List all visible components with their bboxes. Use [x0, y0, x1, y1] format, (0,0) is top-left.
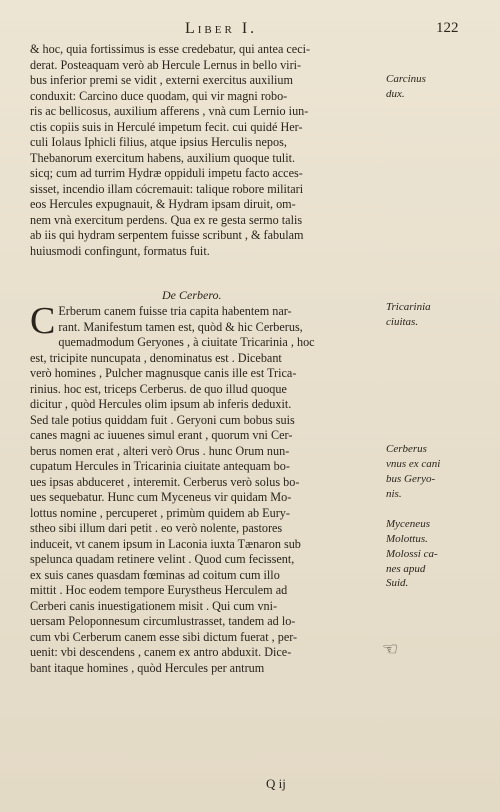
margin-note-tricarinia: [386, 300, 486, 330]
text-line: verò homines , Pulcher magnusque canis ille est Trica-: [30, 366, 297, 380]
margin-note-line: ciuitas.: [386, 316, 419, 328]
text-line: Erberum canem fuisse tria capita habentem nar-: [58, 304, 292, 318]
text-line: spelunca quadam retinere velint . Quod cum fecissent,: [30, 552, 295, 566]
section-heading: De Cerbero.: [162, 288, 222, 302]
text-line: huiusmodi confingunt, formatus fuit.: [30, 243, 210, 258]
text-line: induceit, vt canem ipsum in Laconia iuxta Tænaron sub: [30, 536, 301, 551]
text-line: ues ipsas abduceret , interemit. Cerberus verò solus bo-: [30, 474, 300, 489]
text-line: sicq; cum ad turrim Hydræ oppiduli impetu facto acces-: [30, 166, 303, 180]
text-line: est, tricipite nuncupata , denominatus est . Dicebant: [30, 350, 282, 365]
text-block-cerberus: [30, 300, 366, 676]
running-title: Liber I.: [185, 20, 258, 37]
text-line: berus nomen erat , alteri verò Orus . hunc Orum nun-: [30, 443, 290, 458]
text-line: eos Hercules expugnauit, & Hydram ipsam diruit, om-: [30, 197, 296, 211]
text-line: stheo sibi illum dari petit . eo verò nolente, pastores: [30, 521, 283, 535]
margin-note-carcinus: [386, 72, 486, 102]
text-line: Thebanorum exercitum habens, auxilium quoque tulit.: [30, 150, 296, 165]
margin-note-line: Molottus.: [386, 533, 428, 545]
text-line: ctis copiis suis in Herculé impetum fecit. cui quidé Her-: [30, 119, 303, 134]
text-line: & hoc, quia fortissimus is esse credebatur, qui antea ceci-: [30, 42, 311, 56]
margin-note-line: Cerberus: [386, 443, 427, 455]
page-header: [0, 20, 500, 42]
text-line: rant. Manifestum tamen est, quòd & hic Cerberus,: [58, 319, 303, 334]
text-line: cupatum Hercules in Tricarinia ciuitate antequam bo-: [30, 459, 290, 473]
text-line: ues sequebatur. Hunc cum Myceneus vir quidam Mo-: [30, 490, 292, 504]
margin-note-cerberus: [386, 442, 486, 502]
text-line: Sed tale potius quiddam fuit . Geryoni cum bobus suis: [30, 412, 295, 427]
text-line: uenit: vbi descendens , canem ex antro abduxit. Dice-: [30, 645, 292, 659]
text-line: sisset, incendio illam cócremauit: talique robore militari: [30, 181, 304, 196]
text-line: ris ac bellicosus, auxilium afferens , vnà cum Lernio iun-: [30, 104, 309, 118]
margin-note-line: Tricarinia: [386, 301, 431, 313]
signature-mark: Q ij: [266, 776, 286, 791]
margin-note-line: bus Geryo-: [386, 473, 436, 485]
text-line: lottus nomine , percuperet , primùm quidem ab Eury-: [30, 505, 290, 520]
text-line: uersam Peloponnesum circumlustrasset, tandem ad lo-: [30, 614, 296, 628]
margin-note-molottus: [386, 517, 486, 577]
text-line: canes magni ac iuuenes simul erant , quorum vni Cer-: [30, 428, 293, 442]
margin-note-line: Molossi ca-: [386, 548, 438, 560]
text-line: dicitur , quòd Hercules olim ipsum ab inferis deduxit.: [30, 397, 292, 411]
margin-note-line: vnus ex cani: [386, 458, 441, 470]
text-line: culi Iolaus Iphicli filius, atque ipsius Herculis nepos,: [30, 135, 287, 149]
margin-note-line: Suid.: [386, 577, 409, 589]
page-number: 122: [436, 20, 459, 36]
margin-note-line: nis.: [386, 488, 402, 500]
margin-note-suid: [386, 576, 486, 591]
margin-note-line: Myceneus: [386, 518, 430, 530]
text-line: ex suis canes quasdam fœminas ad coitum cum illo: [30, 567, 280, 582]
text-line: bus inferior premi se vidit , externi exercitus auxilium: [30, 73, 293, 87]
text-block-hydra: [30, 42, 366, 259]
text-line: conduxit: Carcino duce quodam, qui vir magni robo-: [30, 88, 288, 103]
margin-note-line: Carcinus: [386, 73, 426, 85]
text-line: derat. Posteaquam verò ab Hercule Lernus in bello viri-: [30, 57, 302, 72]
text-line: ab iis qui hydram serpentem fuisse scribunt , & fabulam: [30, 228, 304, 242]
text-line: nem vnà exercitum perdens. Qua ex re gesta sermo talis: [30, 212, 303, 227]
text-line: rinius. hoc est, triceps Cerberus. de quo illud quoque: [30, 381, 287, 396]
text-line: mittit . Hoc eodem tempore Eurystheus Herculem ad: [30, 583, 288, 597]
text-line: quemadmodum Geryones , à ciuitate Tricarinia , hoc: [58, 335, 315, 349]
drop-capital: C: [30, 300, 56, 342]
text-line: Cerberi canis inuestigationem misit . Qui cum vni-: [30, 598, 278, 613]
manicule-icon: ☜: [382, 639, 399, 659]
margin-note-line: nes apud: [386, 563, 426, 575]
text-line: cum vbi Cerberum canem esse sibi dictum fuerat , per-: [30, 629, 298, 644]
margin-note-line: dux.: [386, 88, 405, 100]
text-line: bant itaque homines , quòd Hercules per antrum: [30, 660, 265, 675]
